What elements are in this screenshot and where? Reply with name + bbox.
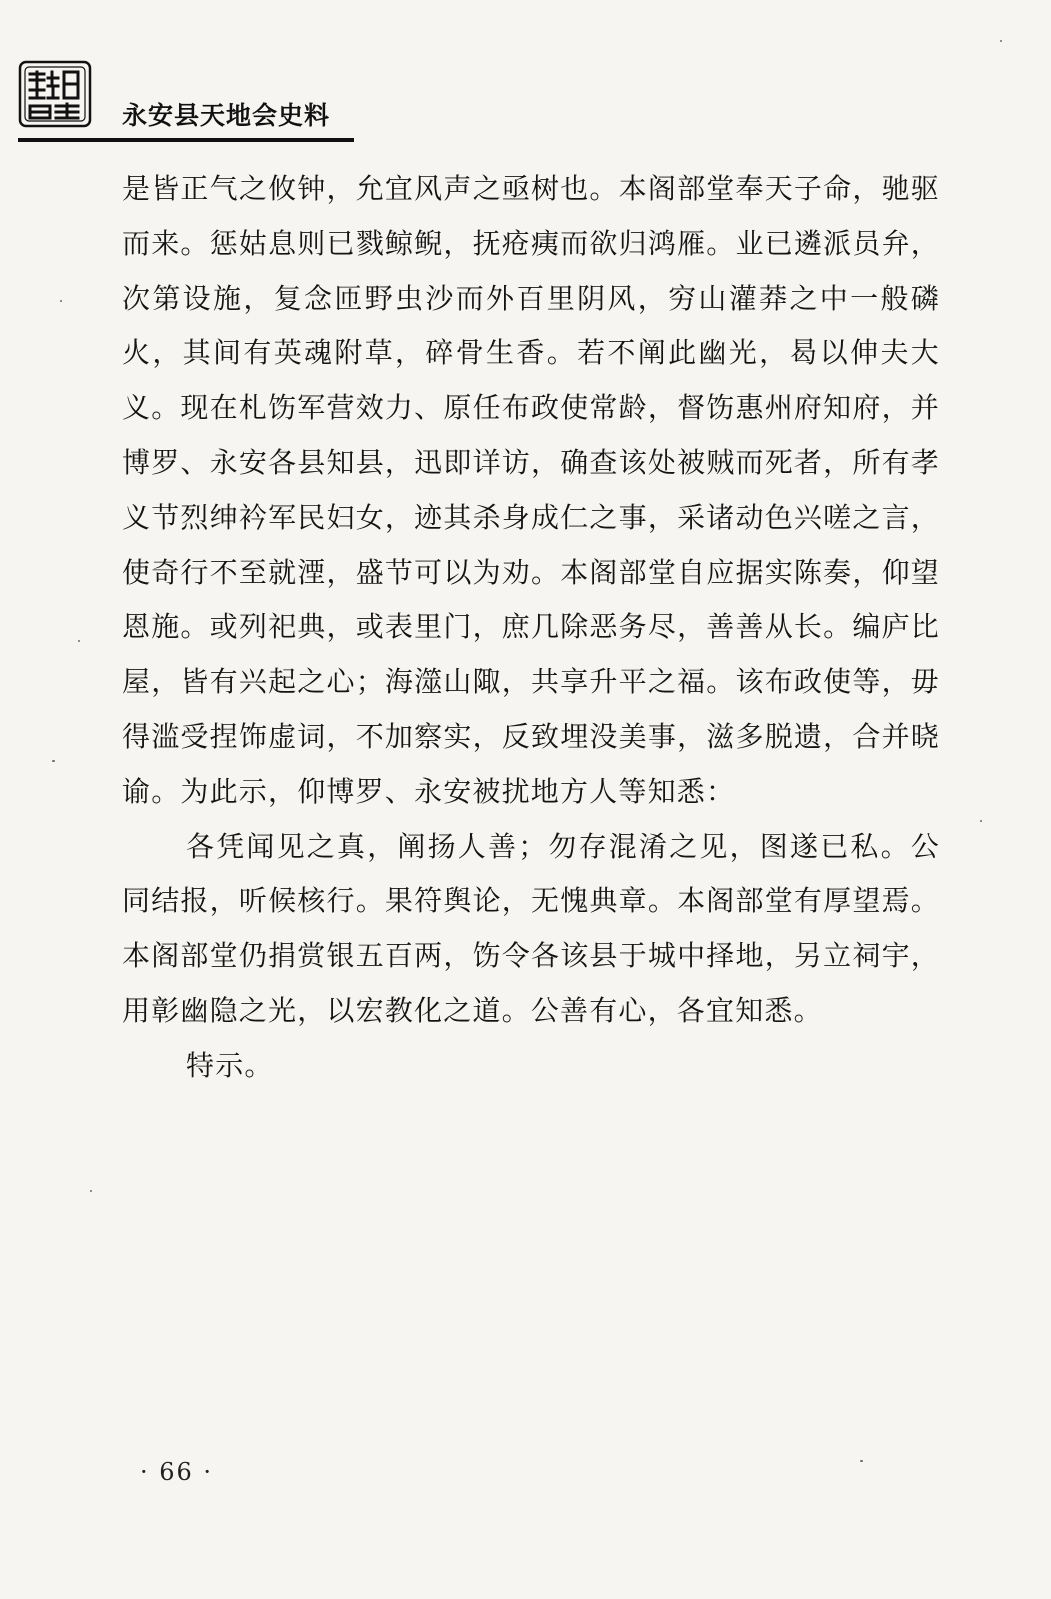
paragraph: 各凭闻见之真，阐扬人善；勿存混淆之见，图遂已私。公同结报，听候核行。果符舆论，无愧典章。本阁部堂有厚望焉。本阁部堂仍捐赏银五百两，饬令各该县于城中择地，另立祠宇，用彰幽隐之光，以宏教化之道。公善有心，各宜知悉。 <box>122 829 940 1027</box>
scan-speck <box>52 760 55 762</box>
page-number: · 66 · <box>140 1458 214 1486</box>
body-text <box>122 162 940 1094</box>
book-title: 永安县天地会史料 <box>122 101 331 130</box>
paragraph: 特示。 <box>186 1048 274 1082</box>
scan-speck <box>90 1190 92 1192</box>
seal-stamp-icon <box>18 60 92 128</box>
scan-speck <box>1000 40 1002 42</box>
header-rule <box>18 138 354 142</box>
paragraph: 是皆正气之攸钟，允宜风声之亟树也。本阁部堂奉天子命，驰驱而来。惩姑息则已戮鲸鲵，抚疮痍而欲归鸿雁。业已遴派员弁，次第设施，复念匝野虫沙而外百里阴风，穷山灌莽之中一般磷火，其间有英魂附草，碎骨生香。若不阐此幽光，曷以伸夫大义。现在札饬军营效力、原任布政使常龄，督饬惠州府知府，并博罗、永安各县知县，迅即详访，确查该处被贼而死者，所有孝义节烈绅衿军民妇女，迹其杀身成仁之事，采诸动色兴嗟之言，使奇行不至就湮，盛节可以为劝。本阁部堂自应据实陈奏，仰望恩施。或列祀典，或表里门，庶几除恶务尽，善善从长。编庐比屋，皆有兴起之心；海澨山陬，共享升平之福。该布政使等，毋得滥受捏饰虚词，不加察实，反致埋没美事，滋多脱遗，合并晓谕。为此示，仰博罗、永安被扰地方人等知悉： <box>122 172 940 808</box>
scan-speck <box>980 820 982 822</box>
scan-speck <box>60 300 62 302</box>
scan-speck <box>860 1460 863 1462</box>
scan-speck <box>78 640 80 642</box>
